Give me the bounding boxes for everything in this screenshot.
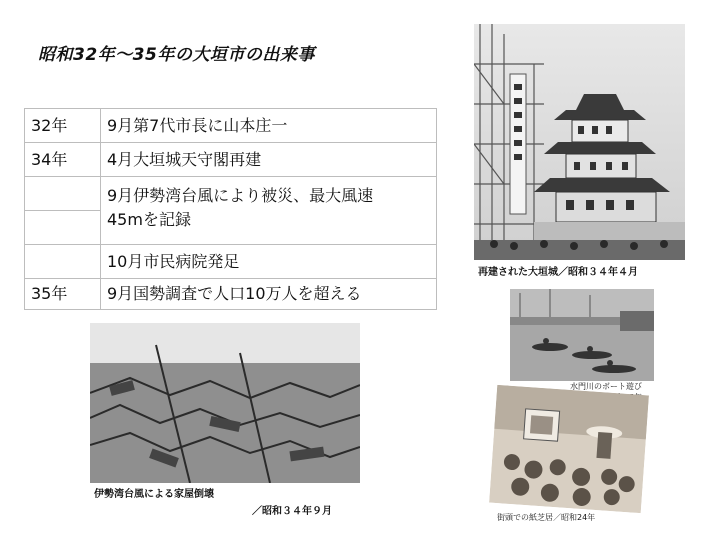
caption-line: 水門川のボート遊び xyxy=(570,382,642,391)
year-cell: 35年 xyxy=(25,279,101,310)
year-cell xyxy=(25,245,101,279)
page-title: 昭和32年～35年の大垣市の出来事 xyxy=(38,45,315,65)
year-cell xyxy=(25,211,101,245)
event-cell: 4月大垣城天守閣再建 xyxy=(101,143,437,177)
typhoon-photo xyxy=(90,323,360,483)
year-cell: 32年 xyxy=(25,109,101,143)
castle-photo-icon xyxy=(474,24,685,260)
castle-caption: 再建された大垣城／昭和３４年４月 xyxy=(478,267,638,278)
year-cell xyxy=(25,177,101,211)
event-cell: 9月第7代市長に山本庄一 xyxy=(101,109,437,143)
caption-line: ／昭和３４年９月 xyxy=(252,506,332,517)
event-line: 9月伊勢湾台風により被災、最大風速 xyxy=(107,186,374,205)
typhoon-damage-photo-icon xyxy=(90,323,360,483)
table-row xyxy=(25,245,437,279)
table-row xyxy=(25,279,437,310)
event-line: 45mを記録 xyxy=(107,210,191,229)
table-row xyxy=(25,143,437,177)
event-cell xyxy=(101,177,437,245)
boat-photo-icon xyxy=(510,289,654,381)
events-table xyxy=(24,108,437,310)
kamishibai-photo xyxy=(489,385,649,513)
boats-photo xyxy=(510,289,654,381)
typhoon-caption xyxy=(94,486,332,520)
event-cell: 10月市民病院発足 xyxy=(101,245,437,279)
event-cell: 9月国勢調査で人口10万人を超える xyxy=(101,279,437,310)
year-cell: 34年 xyxy=(25,143,101,177)
table-row xyxy=(25,177,437,211)
castle-photo xyxy=(474,24,685,260)
kamishibai-photo-icon xyxy=(489,385,649,513)
caption-line: 伊勢湾台風による家屋倒壊 xyxy=(94,489,214,500)
kamishibai-caption: 街頭での紙芝居／昭和24年 xyxy=(497,513,596,522)
table-row xyxy=(25,109,437,143)
